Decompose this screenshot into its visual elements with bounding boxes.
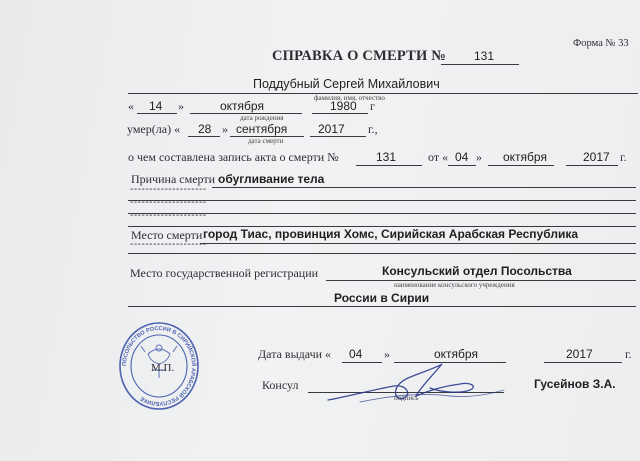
registration-caption: наименование консульского учреждения <box>394 281 515 289</box>
registration-label: Место государственной регистрации <box>130 266 319 280</box>
issue-day: 04 <box>349 347 363 361</box>
record-number-line <box>356 165 422 166</box>
record-number: 131 <box>376 150 397 164</box>
record-year: 2017 <box>583 150 610 164</box>
certificate-number-line <box>441 64 519 65</box>
stamp-ring-text: ПОСОЛЬСТВО РОССИИ В СИРИЙСКОЙ АРАБСКОЙ РЕСПУБЛИКЕ <box>121 325 197 407</box>
death-close-quote: » <box>222 122 228 136</box>
place-dashes: -------------------- <box>130 239 207 250</box>
death-label: умер(ла) « <box>127 122 181 136</box>
birth-open-quote: « <box>128 99 134 113</box>
place-value: город Тиас, провинция Хомс, Сирийская Арабская Республика <box>203 227 579 241</box>
place-line-2 <box>128 253 636 254</box>
birth-year-suffix: г <box>370 99 375 113</box>
cause-value: обугливание тела <box>218 172 325 186</box>
death-day-line <box>188 136 220 137</box>
cause-line-1 <box>212 187 636 188</box>
cause-dashes-2: -------------------- <box>130 197 207 208</box>
birth-day-line <box>137 113 177 114</box>
registration-value-2: России в Сирии <box>334 291 430 305</box>
record-month: октября <box>503 150 547 164</box>
place-label: Место смерти <box>131 228 203 242</box>
registration-value-1: Консульский отдел Посольства <box>382 264 572 278</box>
death-year-line <box>310 136 366 137</box>
stamp-mp-label: М.П. <box>151 362 175 374</box>
full-name-caption: фамилия, имя, отчество <box>314 94 385 102</box>
birth-day: 14 <box>149 99 163 113</box>
cause-label: Причина смерти <box>131 172 216 186</box>
record-year-line <box>566 165 618 166</box>
record-day-line <box>448 165 476 166</box>
birth-caption: дата рождения <box>240 114 284 122</box>
cause-dashes-1: -------------------- <box>130 184 207 195</box>
birth-year-line <box>312 113 368 114</box>
death-year-suffix: г., <box>368 122 378 136</box>
document-title: СПРАВКА О СМЕРТИ № <box>272 48 447 64</box>
death-day: 28 <box>198 122 212 136</box>
issue-year-line <box>544 362 622 363</box>
consul-label: Консул <box>262 378 299 392</box>
birth-year: 1980 <box>330 99 357 113</box>
place-line-1 <box>200 243 636 244</box>
signature-caption: подпись <box>394 394 419 402</box>
death-caption: дата смерти <box>248 137 284 145</box>
issue-label: Дата выдачи « <box>258 347 332 361</box>
consul-signature <box>320 356 510 410</box>
consul-name: Гусейнов З.А. <box>534 377 616 391</box>
issue-year-suffix: г. <box>625 347 632 361</box>
record-from-label: от « <box>428 150 449 164</box>
issue-close-quote: » <box>384 347 390 361</box>
issue-year: 2017 <box>566 347 593 361</box>
birth-close-quote: » <box>178 99 184 113</box>
issue-month: октября <box>434 347 478 361</box>
record-label: о чем составлена запись акта о смерти № <box>128 150 339 164</box>
death-month: сентября <box>236 122 288 136</box>
record-day: 04 <box>455 150 469 164</box>
birth-month: октября <box>220 99 264 113</box>
record-month-line <box>488 165 554 166</box>
cause-dashes-3: -------------------- <box>130 210 207 221</box>
death-year: 2017 <box>318 122 345 136</box>
record-year-suffix: г. <box>620 150 627 164</box>
form-number: Форма № 33 <box>573 38 629 49</box>
full-name: Поддубный Сергей Михайлович <box>253 77 440 91</box>
certificate-number: 131 <box>474 49 495 63</box>
record-close-quote: » <box>476 150 482 164</box>
registration-line-2 <box>128 306 636 307</box>
